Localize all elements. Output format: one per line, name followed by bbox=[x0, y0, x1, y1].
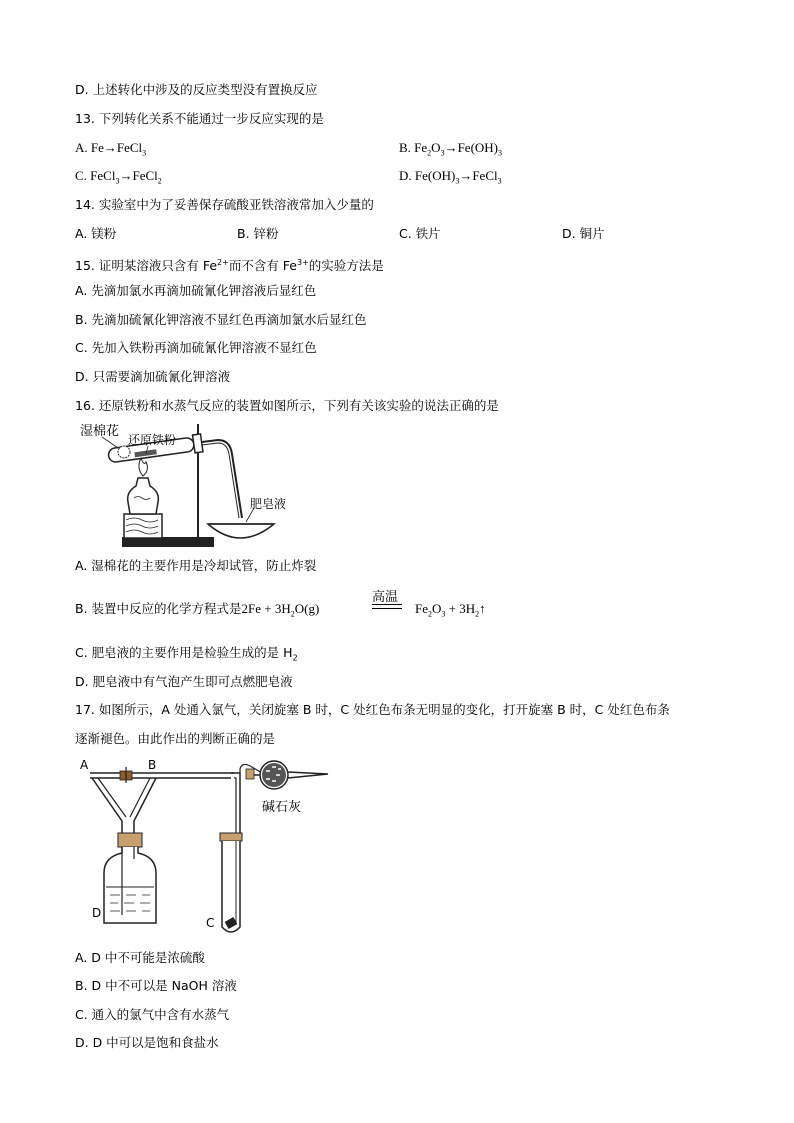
q15-option-a: A. 先滴加氯水再滴加硫氰化钾溶液后显红色 bbox=[75, 283, 317, 298]
stopper bbox=[193, 434, 203, 453]
q14-option-a: A. 镁粉 bbox=[75, 226, 117, 241]
delivery-tube bbox=[202, 440, 242, 518]
q14-stem: 14. 实验室中为了妥善保存硫酸亚铁溶液常加入少量的 bbox=[75, 197, 374, 212]
q17-apparatus-figure bbox=[76, 755, 338, 940]
flame bbox=[139, 458, 148, 476]
equation-sign bbox=[372, 604, 402, 609]
drying-tube bbox=[254, 761, 328, 789]
q12-option-d: D. 上述转化中涉及的反应类型没有置换反应 bbox=[75, 82, 318, 97]
q16-option-a: A. 湿棉花的主要作用是冷却试管，防止炸裂 bbox=[75, 558, 317, 573]
q16-stem: 16. 还原铁粉和水蒸气反应的装置如图所示，下列有关该实验的说法正确的是 bbox=[75, 398, 499, 413]
label-wet-cotton: 湿棉花 bbox=[80, 424, 120, 439]
q13-option-b: B. $Fe_2O_3\to Fe(OH)_3$ bbox=[399, 140, 502, 158]
test-tube-c bbox=[220, 833, 242, 932]
q17-option-c: C. 通入的氯气中含有水蒸气 bbox=[75, 1007, 230, 1022]
q17-option-b: B. D 中不可以是 NaOH 溶液 bbox=[75, 978, 237, 993]
label-d: D bbox=[92, 906, 102, 920]
label-c: C bbox=[206, 916, 215, 930]
label-b: B bbox=[148, 758, 157, 772]
label-soda-lime: 碱石灰 bbox=[262, 800, 302, 815]
wood-block bbox=[124, 514, 162, 538]
q15-option-b: B. 先滴加硫氰化钾溶液不显红色再滴加氯水后显红色 bbox=[75, 312, 367, 327]
label-soap: 肥皂液 bbox=[250, 497, 287, 511]
q15-option-d: D. 只需要滴加硫氰化钾溶液 bbox=[75, 369, 231, 384]
equation-lhs: $2Fe + 3H_2O(g)$ bbox=[241, 601, 320, 619]
q13-option-d: D. $Fe(OH)_3\to FeCl_3$ bbox=[399, 168, 502, 186]
q17-option-a: A. D 中不可能是浓硫酸 bbox=[75, 950, 205, 965]
q14-option-c: C. 铁片 bbox=[399, 226, 441, 241]
q17-stem-line2: 逐渐褪色。由此作出的判断正确的是 bbox=[75, 731, 276, 746]
bottle-d bbox=[104, 833, 156, 923]
q15-option-c: C. 先加入铁粉再滴加硫氰化钾溶液不显红色 bbox=[75, 340, 317, 355]
q16-option-d: D. 肥皂液中有气泡产生即可点燃肥皂液 bbox=[75, 674, 293, 689]
label-a: A bbox=[80, 758, 89, 772]
q17-stem-line1: 17. 如图所示，A 处通入氯气，关闭旋塞 B 时，C 处红色布条无明显的变化，打开旋塞 B 时，C 处红色布条 bbox=[75, 702, 670, 717]
q13-option-a: A. Fe→FeCl$_3$ bbox=[75, 140, 147, 158]
q13-option-c: C. FeCl$_3$→FeCl$_2$ bbox=[75, 168, 162, 186]
q16-option-c: C. 肥皂液的主要作用是检验生成的是 $H_2$ bbox=[75, 645, 298, 663]
q14-option-b: B. 锌粉 bbox=[237, 226, 279, 241]
alcohol-lamp bbox=[128, 478, 159, 514]
equation-rhs: $Fe_2O_3$ + $3H_2↑$ bbox=[415, 601, 486, 619]
equation-condition: 高温 bbox=[372, 590, 399, 605]
q16-apparatus-figure bbox=[78, 418, 300, 552]
wet-cotton bbox=[118, 446, 130, 458]
label-iron-powder: 还原铁粉 bbox=[128, 433, 177, 447]
q15-stem: 15. 证明某溶液只含有 $Fe^{2+}$而不含有 $Fe^{3+}$的实验方法是 bbox=[75, 258, 384, 274]
q13-stem: 13. 下列转化关系不能通过一步反应实现的是 bbox=[75, 111, 324, 126]
soap-dish bbox=[208, 524, 274, 538]
q16-option-b: B. 装置中反应的化学方程式是$2Fe + 3H_2O(g)$ bbox=[75, 601, 320, 619]
q17-option-d: D. D 中可以是饱和食盐水 bbox=[75, 1035, 219, 1050]
q14-option-d: D. 铜片 bbox=[562, 226, 605, 241]
